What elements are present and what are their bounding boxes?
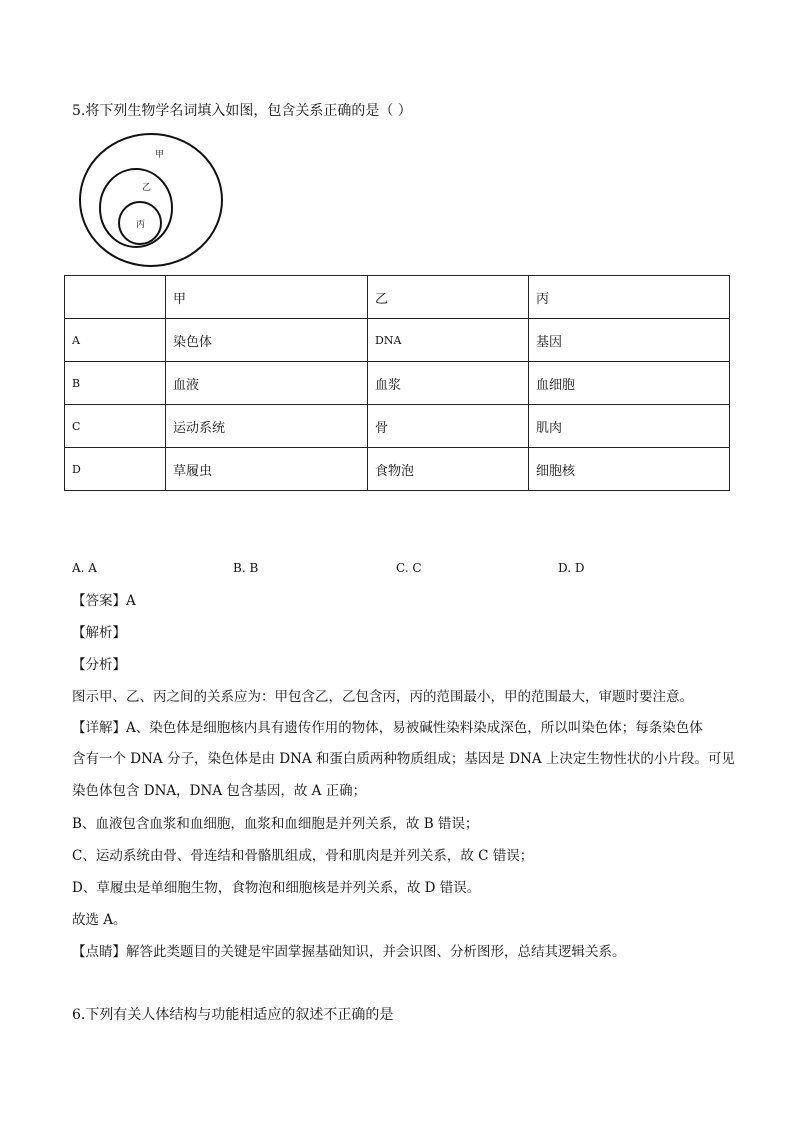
analysis-text: 图示甲、乙、丙之间的关系应为：甲包含乙，乙包含丙，丙的范围最小，甲的范围最大，审题时要注意。 [72, 689, 693, 705]
question-6-title: 6.下列有关人体结构与功能相适应的叙述不正确的是 [72, 1007, 394, 1023]
table-cell: A [65, 319, 166, 362]
table-cell: 丙 [529, 276, 730, 319]
table-cell: 细胞核 [529, 448, 730, 491]
table-cell: 食物泡 [368, 448, 529, 491]
choice-c: C. C [396, 561, 422, 575]
conclusion-line: 故选 A。 [72, 912, 127, 928]
detail-b-line: B、血液包含血浆和血细胞，血浆和血细胞是并列关系，故 B 错误； [72, 816, 479, 832]
nested-circles-diagram [78, 132, 226, 268]
options-table [64, 275, 730, 491]
table-cell: 血浆 [368, 362, 529, 405]
table-header-row [65, 276, 730, 319]
table-row [65, 405, 730, 448]
table-row [65, 448, 730, 491]
table-row [65, 319, 730, 362]
detail-line-1: 【详解】A、染色体是细胞核内具有遗传作用的物体，易被碱性染料染成深色，所以叫染色体；每条染色体 [72, 720, 703, 736]
detail-line-3: 染色体包含 DNA，DNA 包含基因，故 A 正确； [72, 783, 367, 799]
detail-line-2: 含有一个 DNA 分子，染色体是由 DNA 和蛋白质两种物质组成；基因是 DNA 上决定生物性状的小片段。可见 [72, 751, 735, 767]
table-cell: 血液 [166, 362, 368, 405]
choice-b: B. B [233, 561, 259, 575]
inner-label: 丙 [136, 220, 146, 230]
middle-label: 乙 [142, 183, 152, 193]
table-cell: C [65, 405, 166, 448]
table-cell: 染色体 [166, 319, 368, 362]
detail-c-line: C、运动系统由骨、骨连结和骨骼肌组成，骨和肌肉是并列关系，故 C 错误； [72, 848, 534, 864]
table-cell: 运动系统 [166, 405, 368, 448]
table-cell: 骨 [368, 405, 529, 448]
jiexi-heading: 【解析】 [72, 625, 126, 641]
answer-choices [0, 561, 794, 579]
table-cell: B [65, 362, 166, 405]
table-cell [65, 276, 166, 319]
question-5-title: 5.将下列生物学名词填入如图，包含关系正确的是（ ） [72, 103, 412, 119]
detail-d-line: D、草履虫是单细胞生物，食物泡和细胞核是并列关系，故 D 错误。 [72, 880, 481, 896]
choice-d: D. D [558, 561, 585, 575]
answer-line: 【答案】A [72, 593, 136, 609]
choice-a: A. A [72, 561, 97, 575]
outer-label: 甲 [155, 150, 165, 160]
fenxi-heading: 【分析】 [72, 657, 126, 673]
table-cell: DNA [368, 319, 529, 362]
table-cell: 草履虫 [166, 448, 368, 491]
table-cell: 肌肉 [529, 405, 730, 448]
table-cell: D [65, 448, 166, 491]
table-row [65, 362, 730, 405]
table-cell: 基因 [529, 319, 730, 362]
comment-line: 【点睛】解答此类题目的关键是牢固掌握基础知识，并会识图、分析图形，总结其逻辑关系。 [72, 944, 626, 960]
table-cell: 甲 [166, 276, 368, 319]
table-cell: 血细胞 [529, 362, 730, 405]
middle-circle [100, 169, 172, 247]
table-cell: 乙 [368, 276, 529, 319]
